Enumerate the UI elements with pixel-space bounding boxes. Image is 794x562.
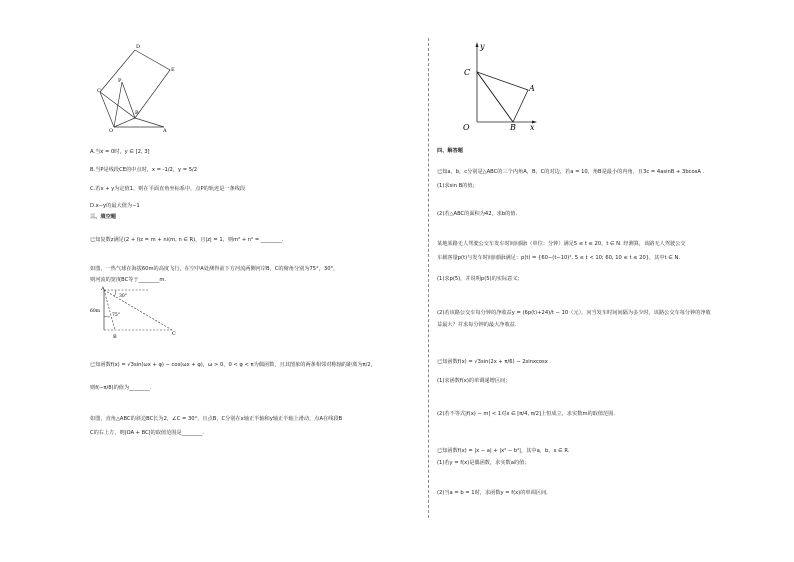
problem-1: 已知a，b，c分别是△ABC的三个内角A，B，C的对边，若a = 10，角B是最小的内角，且3c = 4asinB + 3bcosA . <box>437 169 705 175</box>
label-height: 60m <box>90 309 100 314</box>
problem-2-line1: 某地某路无人驾驶公交车发车时间间隔t（单位：分钟）满足5 ≤ t ≤ 20，t ∈ N. 经测算，该路无人驾驶公交 <box>437 241 686 247</box>
problem-4-part1: (1)若y = f(x)是偶函数，求实数a的值； <box>437 460 530 466</box>
question-2-line1: 如图，一热气球在海拔60m的高度飞行，在空中A处测得前下方河流两侧河岸B，C的俯角分别为75°，30°， <box>90 266 339 272</box>
problem-1-part2: (2)若△ABC的面积为42，求b的值. <box>437 211 518 217</box>
option-b: B.当P是线段CE的中点时，x = -1/2，y = 5/2 <box>90 167 198 173</box>
point-c-label: C <box>464 68 471 77</box>
coordinate-figure <box>455 40 545 136</box>
option-d: D.x−y的最大值为−1 <box>90 203 140 209</box>
balloon-figure <box>88 286 184 342</box>
origin-label: O <box>463 123 470 132</box>
question-3-line2: 则f(−π/8)的值为________. <box>90 385 152 391</box>
option-c: C.若x + y为定值1，则在平面直角坐标系中，点P的轨迹是一条线段 <box>90 186 246 192</box>
label-c: C <box>97 88 101 94</box>
question-4-line2: C的右上方，则|OA + BC|的取值范围是________. <box>90 430 205 436</box>
label-o: O <box>109 128 114 134</box>
question-2-line2: 则河流的宽度BC等于________m. <box>90 277 167 283</box>
problem-2-line2: 车载客量p(t)与发车时间间隔t满足：p(t) = {60−(t−10)², 5 ≤ t < 10; 60, 10 ≤ t ≤ 20}，其中t ∈ N. <box>437 255 680 261</box>
problem-4: 已知函数f(x) = |x − a| + |x² − b²|，其中a，b，x ∈ R. <box>437 448 570 454</box>
question-3-line1: 已知函数f(x) = √3sin(ωx + φ) − cos(ωx + φ)，ω > 0，0 < φ < π为偶函数，且其图象的两条相邻对称轴的距离为π/2， <box>90 362 376 368</box>
label-a: A <box>163 128 167 134</box>
point-a-label: A <box>529 84 535 93</box>
problem-4-part2: (2)当a = b = 1时，求函数y = f(x)的单调区间. <box>437 490 548 496</box>
section-title-fill: 三、填空题 <box>90 214 116 220</box>
problem-1-part1: (1)求sin B的值； <box>437 183 478 189</box>
problem-3-part2: (2)若不等式|f(x) − m| < 1对x ∈ [π/4, π/2]上恒成立，求实数m的取值范围. <box>437 411 616 417</box>
option-a: A.当x = 0时，y ∈ [2, 3] <box>90 149 150 155</box>
label-b: B <box>135 110 139 116</box>
axis-x-label: x <box>530 123 535 132</box>
label-30: 30° <box>119 294 127 299</box>
problem-2-part2-line2: 益最大？并求每分钟的最大净收益. <box>437 322 517 328</box>
question-1: 已知复数z满足(2 + i)z = m + ni(m, n ∈ R)，且|z| = 1，则m² + n² = ________. <box>90 237 284 243</box>
parallelogram-figure <box>97 40 190 135</box>
section-title-answer: 四、解答题 <box>437 148 463 154</box>
question-4-line1: 如图，直角△ABC的斜边BC长为2，∠C = 30°，且点B，C分别在x轴正半轴和y轴正半轴上滑动，点A在线段B <box>90 416 343 422</box>
label-d: D <box>136 44 141 50</box>
label-b2: B <box>113 334 117 340</box>
problem-2-part2-line1: (2)若该路公交车每分钟的净收益y = (6p(t)+24)/t − 10（元），问当发车时间间隔为多少时，该路公交车每分钟的净收 <box>437 310 711 316</box>
label-c2: C <box>172 331 176 337</box>
column-divider <box>428 38 429 518</box>
label-a2: A <box>101 286 105 292</box>
problem-2-part1: (1)求p(5)，并说明p(5)的实际意义； <box>437 276 523 282</box>
problem-3-part1: (1)求函数f(x)的单调递增区间； <box>437 378 511 384</box>
point-b-label: B <box>510 123 516 132</box>
label-75: 75° <box>112 313 120 318</box>
label-p: P <box>118 78 122 84</box>
problem-3: 已知函数f(x) = √3sin(2x + π/6) − 2sinxcosx . <box>437 359 552 365</box>
axis-y-label: y <box>480 42 485 51</box>
label-e: E <box>171 67 175 73</box>
